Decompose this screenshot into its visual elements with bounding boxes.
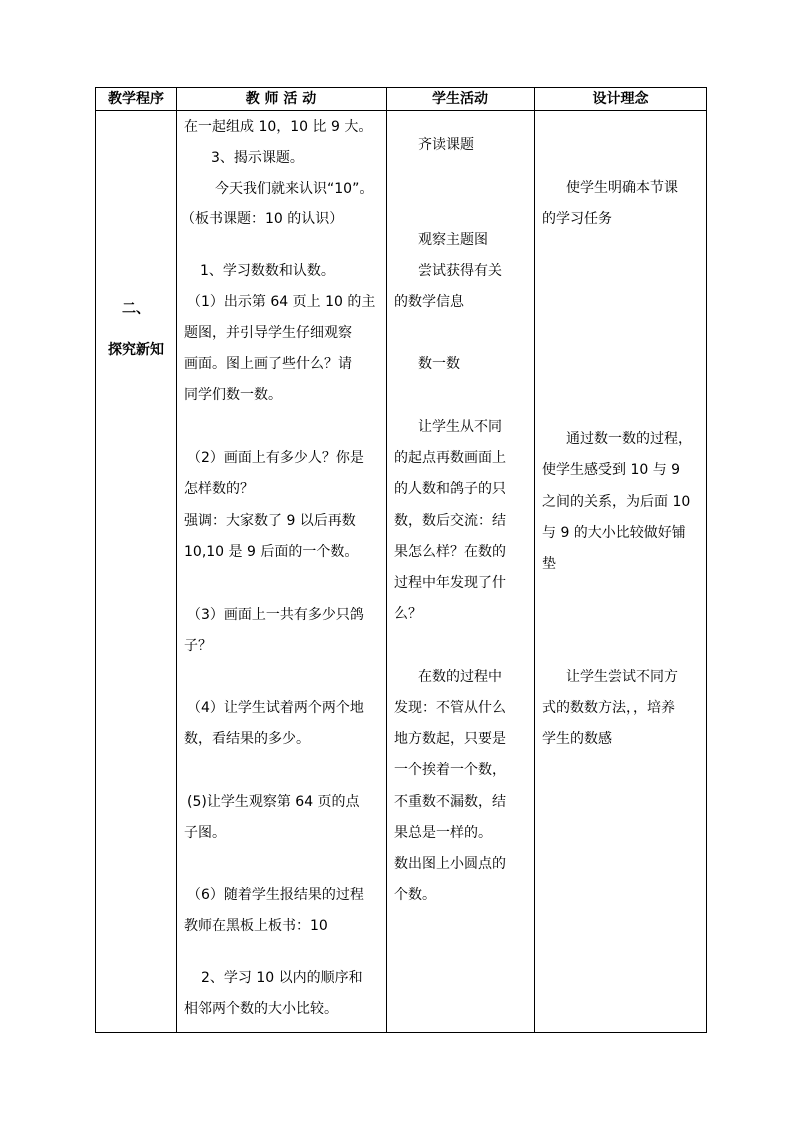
teacher-line: 1、学习数数和认数。: [200, 263, 335, 279]
teacher-line: 画面。图上画了些什么？请: [184, 356, 352, 372]
student-line: 的起点再数画面上: [394, 450, 506, 466]
design-line: 学生的数感: [542, 731, 612, 747]
teacher-line: 2、学习 10 以内的顺序和: [201, 970, 363, 986]
design-line: 与 9 的大小比较做好铺: [542, 525, 686, 541]
header-design-concept: 设计理念: [592, 91, 649, 107]
teacher-line: （4）让学生试着两个两个地: [187, 700, 364, 716]
design-line: 垫: [542, 556, 556, 572]
teacher-line: 强调：大家数了 9 以后再数: [184, 513, 356, 529]
student-line: 在数的过程中: [418, 669, 502, 685]
teacher-line: （6）随着学生报结果的过程: [187, 887, 364, 903]
student-line: 个数。: [394, 887, 436, 903]
student-line: 的人数和鸽子的只: [394, 481, 506, 497]
student-line: 过程中年发现了什: [394, 575, 506, 591]
teacher-line: 子？: [184, 638, 212, 654]
teacher-line: 相邻两个数的大小比较。: [184, 1001, 338, 1017]
design-line: 的学习任务: [542, 211, 612, 227]
student-line: 一个挨着一个数，: [394, 762, 506, 778]
teacher-line: 3、揭示课题。: [211, 150, 304, 166]
design-line: 使学生明确本节课: [566, 180, 678, 196]
student-line: 尝试获得有关: [418, 263, 502, 279]
student-line: 的数学信息: [394, 294, 464, 310]
student-line: 数，数后交流：结: [394, 513, 506, 529]
teacher-line: 怎样数的？: [184, 481, 254, 497]
column-divider: [176, 88, 177, 1032]
teacher-line: （1）出示第 64 页上 10 的主: [187, 294, 376, 310]
teacher-line: （2）画面上有多少人？你是: [187, 450, 364, 466]
student-line: 数一数: [418, 356, 460, 372]
teacher-line: 题图，并引导学生仔细观察: [184, 325, 352, 341]
teacher-line: 数，看结果的多少。: [184, 731, 310, 747]
lesson-plan-table: [95, 87, 707, 1033]
student-line: 让学生从不同: [418, 419, 502, 435]
header-procedure: 教学程序: [108, 91, 164, 107]
design-line: 式的数数方法，，培养: [542, 700, 675, 716]
column-divider: [534, 88, 535, 1032]
student-line: 果总是一样的。: [394, 825, 492, 841]
header-student-activity: 学生活动: [432, 91, 488, 107]
teacher-line: （3）画面上一共有多少只鸽: [187, 607, 364, 623]
teacher-line: 子图。: [184, 825, 226, 841]
student-line: 发现：不管从什么: [394, 700, 506, 716]
student-line: 齐读课题: [418, 137, 474, 153]
student-line: 观察主题图: [418, 232, 488, 248]
student-line: 数出图上小圆点的: [394, 856, 506, 872]
procedure-step: 二、: [122, 301, 150, 317]
design-line: 之间的关系，为后面 10: [542, 494, 691, 510]
student-line: 果怎么样？在数的: [394, 544, 506, 560]
design-line: 通过数一数的过程，: [566, 431, 692, 447]
student-line: 不重数不漏数，结: [394, 794, 506, 810]
design-line: 使学生感受到 10 与 9: [542, 462, 681, 478]
teacher-line: 在一起组成 10，10 比 9 大。: [184, 119, 373, 135]
teacher-line: 10,10 是 9 后面的一个数。: [184, 544, 359, 560]
teacher-line: 教师在黑板上板书：10: [184, 918, 328, 934]
student-line: 么？: [394, 606, 422, 622]
design-line: 让学生尝试不同方: [566, 669, 678, 685]
teacher-line: (5)让学生观察第 64 页的点: [187, 794, 360, 810]
student-line: 地方数起，只要是: [394, 731, 506, 747]
header-teacher-activity: 教 师 活 动: [245, 91, 317, 107]
teacher-line: 同学们数一数。: [184, 387, 282, 403]
column-divider: [386, 88, 387, 1032]
procedure-name: 探究新知: [108, 342, 164, 358]
header-divider: [96, 110, 706, 111]
teacher-line: 今天我们就来认识“10”。: [215, 181, 374, 197]
teacher-line: （板书课题：10 的认识）: [181, 211, 344, 227]
